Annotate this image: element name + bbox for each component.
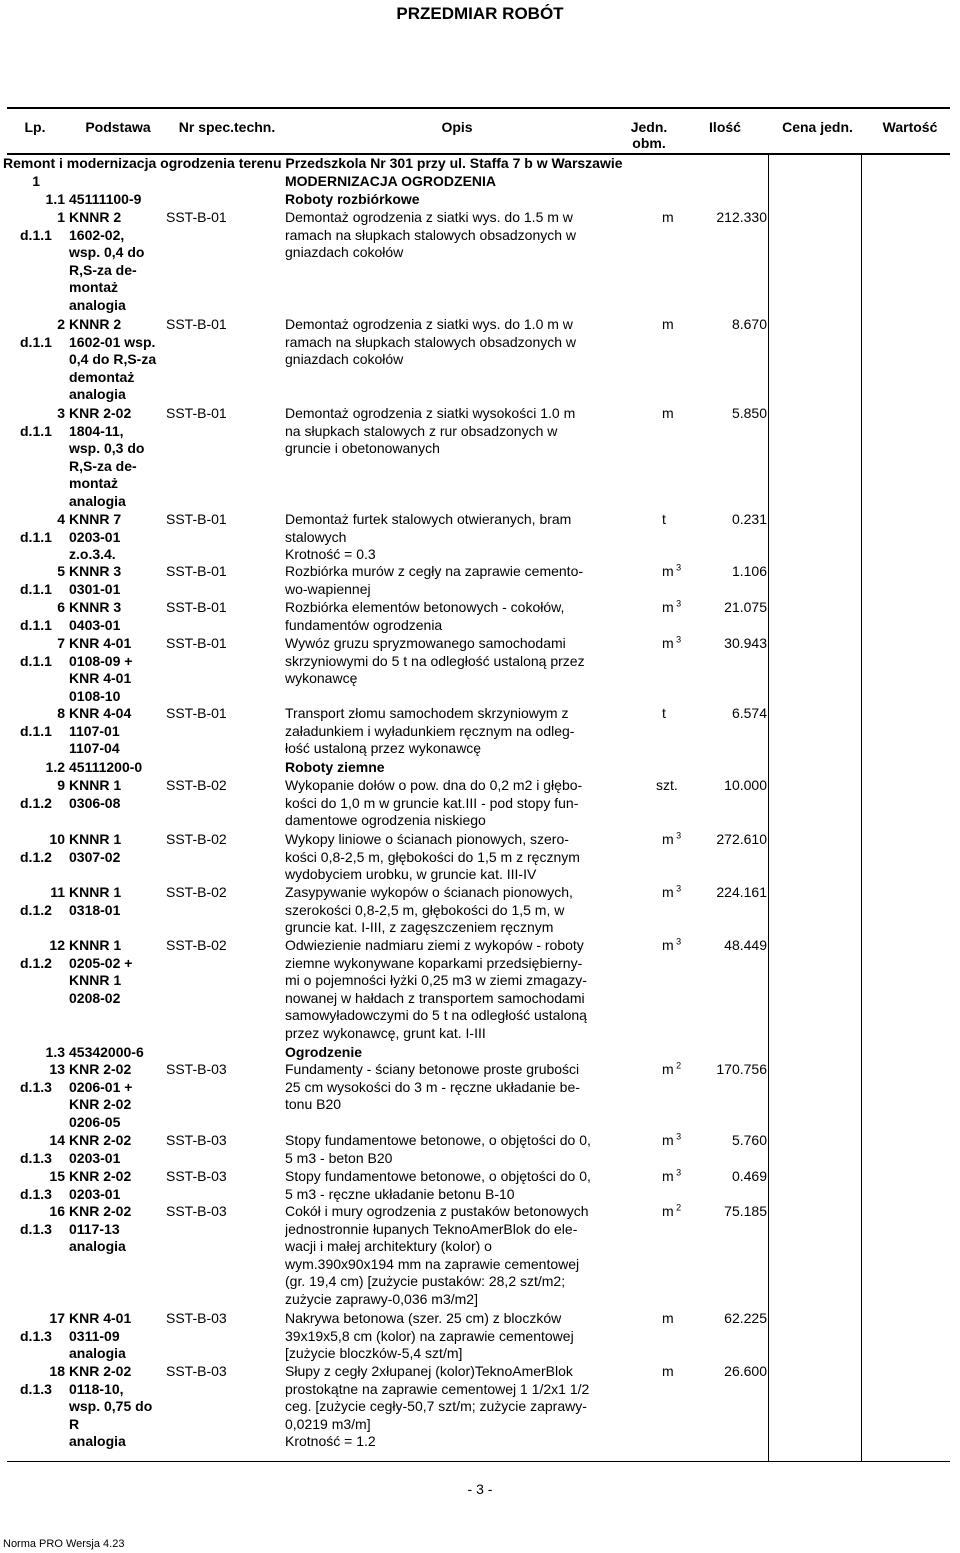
description-line: ramach na słupkach stalowych obsadzonych w — [285, 226, 577, 243]
item-ref: d.1.3 — [20, 1185, 52, 1202]
item-lp: 14 — [49, 1132, 65, 1148]
item-ref: d.1.3 — [20, 1327, 52, 1344]
item-ref: d.1.1 — [20, 226, 52, 243]
item-description — [285, 635, 615, 688]
item-spec: SST-B-03 — [166, 1061, 227, 1077]
item-quantity: 10.000 — [724, 777, 767, 793]
item-unit: m $^3$ — [662, 1131, 682, 1148]
item-description — [285, 563, 615, 598]
chapter-number: 1 — [32, 173, 40, 189]
unit-exponent: 3 — [673, 883, 682, 894]
item-lp: 10 — [49, 831, 65, 847]
item-description — [285, 1363, 615, 1451]
item-quantity: 0.469 — [731, 1168, 767, 1184]
section-code: 45111200-0 — [69, 759, 143, 775]
item-ref: d.1.1 — [20, 722, 52, 739]
item-basis: KNNR 3 — [69, 563, 122, 579]
item-quantity: 26.600 — [724, 1363, 767, 1379]
item-basis: KNR 2-02 — [69, 1203, 132, 1219]
item-quantity: 272.610 — [716, 831, 767, 847]
item-lp: 6 — [57, 599, 65, 615]
item-quantity: 8.670 — [731, 316, 767, 332]
description-line: Odwiezienie nadmiaru ziemi z wykopów - roboty — [285, 937, 584, 953]
description-line: załadunkiem i wyładunkiem ręcznym na odleg- — [285, 722, 575, 739]
item-basis: demontaż — [69, 368, 135, 385]
item-unit: m $^2$ — [662, 1060, 682, 1077]
description-line: (gr. 19,4 cm) [zużycie pustaków: 28,2 szt/m2; — [285, 1273, 566, 1289]
item-basis: z.o.3.4. — [69, 546, 116, 562]
item-quantity: 30.943 — [724, 635, 767, 651]
description-line: nowanej w hałdach z transportem samochodami — [285, 989, 585, 1006]
item-basis: KNR 4-01 — [69, 670, 132, 686]
item-basis: KNNR 1 — [69, 972, 122, 988]
item-basis: KNR 2-02 — [69, 1132, 132, 1148]
item-quantity: 224.161 — [716, 884, 767, 900]
project-title: Remont i modernizacja ogrodzenia terenu Przedszkola Nr 301 przy ul. Staffa 7 b w Warszawie — [3, 155, 623, 171]
item-ref: d.1.3 — [20, 1380, 52, 1397]
unit-exponent: 3 — [673, 598, 682, 609]
item-description — [285, 209, 615, 262]
item-ref: d.1.2 — [20, 954, 52, 971]
item-basis: 0203-01 — [69, 1149, 121, 1166]
item-ref: d.1.3 — [20, 1078, 52, 1095]
description-line: skrzyniowymi do 5 t na odległość ustaloną przez — [285, 652, 585, 669]
header-jedn-line2: obm. — [632, 135, 666, 151]
description-line: mi o pojemności łyżki 0,25 m3 w ziemi zmagazy- — [285, 972, 587, 988]
description-line: stalowych — [285, 528, 347, 545]
description-line: Wykopanie dołów o pow. dna do 0,2 m2 i głębo- — [285, 777, 583, 793]
header-jedn — [619, 119, 679, 151]
header-lp: Lp. — [24, 119, 46, 135]
unit-exponent: 3 — [673, 830, 682, 841]
item-unit: m $^3$ — [662, 598, 682, 615]
item-quantity: 1.106 — [731, 563, 767, 579]
item-description — [285, 1310, 615, 1363]
description-line: Krotność = 0.3 — [285, 546, 376, 562]
item-basis: R — [69, 1415, 80, 1432]
item-basis: montaż — [69, 279, 118, 295]
item-basis: 0108-10 — [69, 687, 121, 704]
item-lp: 18 — [49, 1363, 65, 1379]
item-basis: 0117-13 — [69, 1220, 120, 1237]
item-basis: KNNR 1 — [69, 937, 122, 953]
item-basis: analogia — [69, 1433, 126, 1449]
item-basis: KNNR 1 — [69, 884, 122, 900]
item-unit: m $^3$ — [662, 883, 682, 900]
section-name: Ogrodzenie — [285, 1044, 363, 1060]
page-number: - 3 - — [467, 1481, 493, 1497]
item-ref: d.1.1 — [20, 422, 52, 439]
item-quantity: 21.075 — [724, 599, 767, 615]
item-unit: m $^3$ — [662, 830, 682, 847]
item-quantity: 5.760 — [731, 1132, 767, 1148]
item-basis: KNR 4-04 — [69, 705, 132, 721]
item-lp: 15 — [49, 1168, 65, 1184]
item-ref: d.1.1 — [20, 580, 52, 597]
item-lp: 5 — [57, 563, 65, 579]
item-basis: KNR 2-02 — [69, 405, 132, 421]
item-basis: 0,4 do R,S-za — [69, 351, 157, 367]
header-nr-spec: Nr spec.techn. — [178, 119, 276, 135]
item-description — [285, 937, 615, 1042]
item-spec: SST-B-03 — [166, 1203, 227, 1219]
section-code: 45342000-6 — [69, 1044, 144, 1060]
item-quantity: 6.574 — [731, 705, 767, 721]
unit-exponent: 3 — [673, 936, 682, 947]
description-line: gruncie kat. I-III, z zagęszczeniem ręcznym — [285, 919, 554, 935]
item-basis: KNNR 7 — [69, 511, 122, 527]
description-line: 0,0219 m3/m] — [285, 1415, 371, 1432]
item-spec: SST-B-01 — [166, 511, 227, 527]
item-basis: 1602-01 wsp. — [69, 333, 156, 350]
description-line: 5 m3 - ręczne układanie betonu B-10 — [285, 1185, 515, 1202]
item-unit: m — [662, 405, 674, 421]
item-basis: KNR 4-01 — [69, 635, 132, 651]
item-basis: KNNR 2 — [69, 209, 122, 225]
description-line: wydobyciem urobku, w gruncie kat. III-IV — [285, 866, 537, 882]
item-lp: 3 — [57, 405, 65, 421]
item-ref: d.1.2 — [20, 901, 52, 918]
description-line: Demontaż ogrodzenia z siatki wysokości 1.0 m — [285, 405, 576, 421]
description-line: na słupkach stalowych z rur obsadzonych w — [285, 422, 558, 439]
item-unit: szt. — [656, 777, 678, 793]
item-basis: KNNR 3 — [69, 599, 122, 615]
item-basis: analogia — [69, 1345, 126, 1361]
item-spec: SST-B-01 — [166, 599, 227, 615]
section-name: Roboty rozbiórkowe — [285, 191, 420, 207]
description-line: Fundamenty - ściany betonowe proste grubości — [285, 1061, 580, 1077]
item-basis: 1602-02, — [69, 226, 125, 243]
description-line: Rozbiórka elementów betonowych - cokołów, — [285, 599, 565, 615]
description-line: Słupy z cegły 2xłupanej (kolor)TeknoAmerBlok — [285, 1363, 573, 1379]
unit-exponent: 3 — [673, 562, 682, 573]
page-title: PRZEDMIAR ROBÓT — [396, 4, 564, 23]
section-number: 1.3 — [45, 1044, 65, 1060]
description-line: wykonawcę — [285, 670, 358, 686]
item-quantity: 62.225 — [724, 1310, 767, 1326]
description-line: damentowe ogrodzenia niskiego — [285, 812, 486, 828]
item-unit: t — [662, 705, 666, 721]
section-number: 1.2 — [45, 759, 65, 775]
item-basis: 0206-05 — [69, 1113, 121, 1130]
description-line: Rozbiórka murów z cegły na zaprawie cemento- — [285, 563, 584, 579]
item-basis: 0206-01 + — [69, 1078, 133, 1095]
item-description — [285, 884, 615, 937]
item-basis: 0318-01 — [69, 901, 121, 918]
description-line: Stopy fundamentowe betonowe, o objętości do 0, — [285, 1168, 591, 1184]
item-ref: d.1.2 — [20, 848, 52, 865]
description-line: przez wykonawcę, grunt kat. I-III — [285, 1024, 486, 1041]
item-unit: m — [662, 1310, 674, 1326]
item-unit: m $^3$ — [662, 562, 682, 579]
item-quantity: 0.231 — [731, 511, 767, 527]
item-basis: KNR 2-02 — [69, 1061, 132, 1077]
description-line: Zasypywanie wykopów o ścianach pionowych, — [285, 884, 573, 900]
item-description — [285, 316, 615, 369]
item-lp: 16 — [49, 1203, 65, 1219]
chapter-name: MODERNIZACJA OGRODZENIA — [285, 173, 497, 189]
description-line: ziemne wykonywane koparkami przedsiębierny- — [285, 954, 583, 971]
description-line: 25 cm wysokości do 3 m - ręczne układanie be- — [285, 1078, 580, 1095]
item-quantity: 48.449 — [724, 937, 767, 953]
description-line: Demontaż ogrodzenia z siatki wys. do 1.5 m w — [285, 209, 573, 225]
item-ref: d.1.1 — [20, 528, 52, 545]
item-basis: 0118-10, — [69, 1380, 124, 1397]
description-line: Transport złomu samochodem skrzyniowym z — [285, 705, 569, 721]
item-lp: 13 — [49, 1061, 65, 1077]
description-line: gruncie i obetonowanych — [285, 440, 440, 456]
item-basis: wsp. 0,3 do — [69, 440, 145, 456]
item-basis: 1804-11, — [69, 422, 124, 439]
item-description — [285, 1203, 615, 1308]
item-lp: 9 — [57, 777, 65, 793]
item-spec: SST-B-02 — [166, 937, 227, 953]
description-line: tonu B20 — [285, 1096, 342, 1112]
item-lp: 12 — [49, 937, 65, 953]
unit-exponent: 3 — [673, 1167, 682, 1178]
item-lp: 11 — [50, 884, 65, 900]
item-basis: 0306-08 — [69, 794, 121, 811]
item-basis: KNR 2-02 — [69, 1363, 132, 1379]
item-description — [285, 705, 615, 758]
description-line: samowyładowczymi do 5 t na odległość ustaloną — [285, 1007, 587, 1023]
unit-exponent: 2 — [673, 1060, 682, 1071]
item-ref: d.1.1 — [20, 652, 52, 669]
description-line: Krotność = 1.2 — [285, 1433, 376, 1449]
description-line: 39x19x5,8 cm (kolor) na zaprawie cementowej — [285, 1327, 574, 1344]
unit-exponent: 2 — [673, 1202, 682, 1213]
item-basis: KNR 2-02 — [69, 1168, 132, 1184]
description-line: wacji i małej architektury (kolor) o — [285, 1238, 492, 1254]
item-lp: 4 — [57, 511, 65, 527]
description-line: 5 m3 - beton B20 — [285, 1149, 393, 1166]
item-quantity: 212.330 — [716, 209, 767, 225]
item-description — [285, 777, 615, 830]
section-code: 45111100-9 — [69, 191, 142, 207]
item-description — [285, 1132, 615, 1167]
description-line: gniazdach cokołów — [285, 351, 404, 367]
item-spec: SST-B-03 — [166, 1310, 227, 1326]
item-basis: 0203-01 — [69, 528, 121, 545]
description-line: zużycie zaprawy-0,036 m3/m2] — [285, 1290, 478, 1307]
item-basis: 0403-01 — [69, 616, 121, 633]
item-basis: analogia — [69, 492, 126, 509]
item-spec: SST-B-01 — [166, 209, 227, 225]
item-spec: SST-B-03 — [166, 1363, 227, 1379]
item-ref: d.1.1 — [20, 333, 52, 350]
item-basis: 0205-02 + — [69, 954, 133, 971]
description-line: gniazdach cokołów — [285, 244, 404, 260]
header-wartosc: Wartość — [882, 119, 938, 135]
description-line: Cokół i mury ogrodzenia z pustaków betonowych — [285, 1203, 589, 1219]
item-unit: t — [662, 511, 666, 527]
item-basis: KNNR 1 — [69, 777, 122, 793]
item-basis: 0311-09 — [69, 1327, 120, 1344]
item-basis: 1107-01 — [69, 722, 120, 739]
header-opis: Opis — [441, 119, 473, 135]
item-basis: analogia — [69, 386, 126, 402]
item-basis: KNR 4-01 — [69, 1310, 132, 1326]
description-line: szerokości 0,8-2,5 m, głębokości do 1,5 m, w — [285, 901, 565, 918]
item-ref: d.1.3 — [20, 1149, 52, 1166]
item-description — [285, 1168, 615, 1203]
item-spec: SST-B-01 — [166, 635, 227, 651]
description-line: Wywóz gruzu spryzmowanego samochodami — [285, 635, 566, 651]
item-ref: d.1.1 — [20, 616, 52, 633]
item-unit: m — [662, 209, 674, 225]
item-basis: 0307-02 — [69, 848, 121, 865]
item-basis: R,S-za de- — [69, 457, 137, 474]
section-number: 1.1 — [45, 191, 65, 207]
item-lp: 2 — [57, 316, 65, 332]
description-line: kości 0,8-2,5 m, głębokości do 1,5 m z ręcznym — [285, 848, 580, 865]
description-line: Stopy fundamentowe betonowe, o objętości do 0, — [285, 1132, 591, 1148]
item-basis: KNNR 1 — [69, 831, 122, 847]
item-quantity: 75.185 — [724, 1203, 767, 1219]
item-description — [285, 511, 615, 564]
description-line: Demontaż furtek stalowych otwieranych, bram — [285, 511, 572, 527]
table-header — [7, 107, 950, 155]
item-basis: analogia — [69, 296, 126, 313]
item-description — [285, 1061, 615, 1114]
item-spec: SST-B-02 — [166, 884, 227, 900]
item-ref: d.1.2 — [20, 794, 52, 811]
item-spec: SST-B-01 — [166, 563, 227, 579]
item-lp: 1 — [57, 209, 65, 225]
item-spec: SST-B-01 — [166, 705, 227, 721]
item-basis: 0208-02 — [69, 989, 121, 1006]
software-version: Norma PRO Wersja 4.23 — [3, 1538, 125, 1550]
description-line: prostokątne na zaprawie cementowej 1 1/2x1 1/2 — [285, 1380, 590, 1397]
item-basis: 0108-09 + — [69, 652, 133, 669]
item-spec: SST-B-03 — [166, 1168, 227, 1184]
item-unit: m $^3$ — [662, 1167, 682, 1184]
description-line: kości do 1,0 m w gruncie kat.III - pod stopy fun- — [285, 794, 579, 811]
item-lp: 17 — [49, 1310, 65, 1326]
description-line: ramach na słupkach stalowych obsadzonych w — [285, 333, 577, 350]
item-unit: m — [662, 316, 674, 332]
item-unit: m $^2$ — [662, 1202, 682, 1219]
item-basis: KNNR 2 — [69, 316, 122, 332]
description-line: łość ustaloną przez wykonawcę — [285, 740, 482, 756]
item-description — [285, 599, 615, 634]
item-quantity: 170.756 — [716, 1061, 767, 1077]
description-line: wo-wapiennej — [285, 580, 371, 597]
item-spec: SST-B-02 — [166, 831, 227, 847]
item-basis: 0301-01 — [69, 580, 121, 597]
description-line: jednostronnie łupanych TeknoAmerBlok do ele- — [285, 1220, 578, 1237]
item-basis: montaż — [69, 475, 118, 491]
item-basis: analogia — [69, 1238, 126, 1254]
table-bottom-line — [7, 1461, 950, 1462]
item-spec: SST-B-01 — [166, 316, 227, 332]
grid-line — [768, 155, 769, 1462]
header-podstawa: Podstawa — [85, 119, 151, 135]
item-ref: d.1.3 — [20, 1220, 52, 1237]
section-name: Roboty ziemne — [285, 759, 385, 775]
unit-exponent: 3 — [673, 634, 682, 645]
description-line: [zużycie bloczków-5,4 szt/m] — [285, 1345, 463, 1361]
item-description — [285, 405, 615, 458]
item-basis: 1107-04 — [69, 740, 120, 756]
item-description — [285, 831, 615, 884]
grid-line — [861, 155, 862, 1462]
item-quantity: 5.850 — [731, 405, 767, 421]
item-basis: KNR 2-02 — [69, 1096, 132, 1112]
item-lp: 7 — [57, 635, 65, 651]
description-line: wym.390x90x194 mm na zaprawie cementowej — [285, 1255, 580, 1272]
item-basis: 0203-01 — [69, 1185, 121, 1202]
description-line: fundamentów ogrodzenia — [285, 616, 443, 633]
description-line: Nakrywa betonowa (szer. 25 cm) z bloczków — [285, 1310, 562, 1326]
item-unit: m $^3$ — [662, 634, 682, 651]
description-line: Wykopy liniowe o ścianach pionowych, szero- — [285, 831, 569, 847]
item-basis: wsp. 0,75 do — [69, 1398, 153, 1414]
item-spec: SST-B-01 — [166, 405, 227, 421]
item-basis: wsp. 0,4 do — [69, 244, 145, 260]
header-jedn-line1: Jedn. — [630, 119, 668, 135]
item-lp: 8 — [57, 705, 65, 721]
header-cena: Cena jedn. — [782, 119, 853, 135]
item-unit: m $^3$ — [662, 936, 682, 953]
item-spec: SST-B-03 — [166, 1132, 227, 1148]
description-line: ceg. [zużycie cegły-50,7 szt/m; zużycie zaprawy- — [285, 1398, 587, 1414]
description-line: Demontaż ogrodzenia z siatki wys. do 1.0 m w — [285, 316, 573, 332]
unit-exponent: 3 — [673, 1131, 682, 1142]
item-unit: m — [662, 1363, 674, 1379]
header-ilosc: Ilość — [709, 119, 741, 135]
item-spec: SST-B-02 — [166, 777, 227, 793]
item-basis: R,S-za de- — [69, 261, 137, 278]
